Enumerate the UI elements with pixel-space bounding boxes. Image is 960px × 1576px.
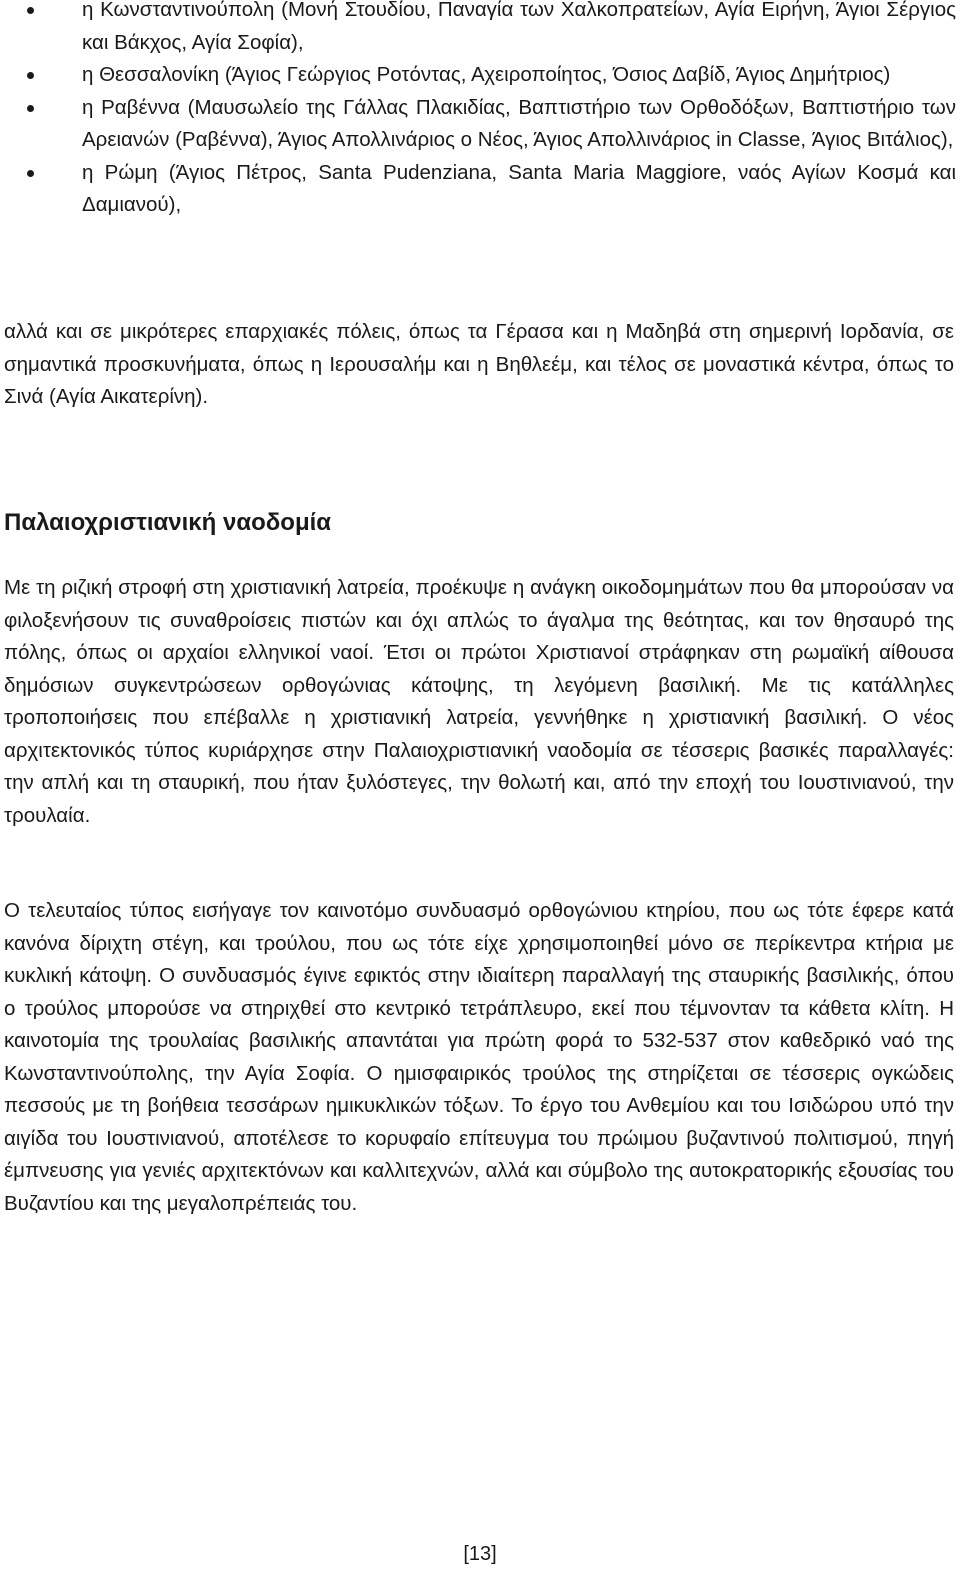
bullet-icon [27,72,34,79]
city-list [0,0,960,222]
list-item-text: η Ρώμη (Άγιος Πέτρος, Santa Pudenziana, Santa Maria Maggiore, ναός Αγίων Κοσμά και Δαμιανού), [82,160,956,216]
after-list-paragraph: αλλά και σε μικρότερες επαρχιακές πόλεις, όπως τα Γέρασα και η Μαδηβά στη σημερινή Ιορδανία, σε σημαντικά προσκυνήματα, όπως η Ιερουσαλήμ και η Βηθλεέμ, και τέλος σε μοναστικά κέντρα, όπως το Σινά (Αγία Αικατερίνη). [4,320,954,408]
section-heading: Παλαιοχριστιανική ναοδομία [4,509,332,536]
list-item-text: η Κωνσταντινούπολη (Μονή Στουδίου, Παναγία των Χαλκοπρατείων, Αγία Ειρήνη, Άγιοι Σέργιος και Βάκχος, Αγία Σοφία), [82,0,956,54]
list-item [0,92,960,157]
list-item [0,59,960,92]
list-item-text: η Ραβέννα (Μαυσωλείο της Γάλλας Πλακιδίας, Βαπτιστήριο των Ορθοδόξων, Βαπτιστήριο των Αρειανών (Ραβέννα), Άγιος Απολλινάριος ο Νέος, Άγιος Απολλινάριος in Classe, Άγιος Βιτάλιος), [82,95,956,151]
list-item [0,0,960,59]
list-item-text: η Θεσσαλονίκη (Άγιος Γεώργιος Ροτόντας, Αχειροποίητος, Όσιος Δαβίδ, Άγιος Δημήτριος) [82,63,891,86]
bullet-icon [27,170,34,177]
bullet-icon [27,7,34,14]
list-item [0,157,960,222]
body-paragraph-2: Ο τελευταίος τύπος εισήγαγε τον καινοτόμο συνδυασμό ορθογώνιου κτηρίου, που ως τότε έφερε κατά κανόνα δίριχτη στέγη, και τρούλου, που ως τότε είχε χρησιμοποιηθεί μόνο σε περίκεντρα κτήρια με κυκλική κάτοψη. Ο συνδυασμός έγινε εφικτός στην ιδιαίτερη παραλλαγή της σταυρικής βασιλικής, όπου ο τρούλος μπορούσε να στηριχθεί στο κεντρικό τετράπλευρο, εκεί που τέμνονταν τα κάθετα κλίτη. Η καινοτομία της τρουλαίας βασιλικής απαντάται για πρώτη φορά το 532-537 στον καθεδρικό ναό της Κωνσταντινούπολης, την Αγία Σοφία. Ο ημισφαιρικός τρούλος της στηρίζεται σε τέσσερις ογκώδεις πεσσούς με τη βοήθεια τεσσάρων ημικυκλικών τόξων. Το έργο του Ανθεμίου και του Ισιδώρου υπό την αιγίδα του Ιουστινιανού, αποτέλεσε το κορυφαίο επίτευγμα του πρώιμου βυζαντινού πολιτισμού, πηγή έμπνευσης για γενιές αρχιτεκτόνων και καλλιτεχνών, αλλά και σύμβολο της αυτοκρατορικής εξουσίας του Βυζαντίου και της μεγαλοπρέπειάς του. [4,899,954,1215]
body-paragraph-1: Με τη ριζική στροφή στη χριστιανική λατρεία, προέκυψε η ανάγκη οικοδομημάτων που θα μπορούσαν να φιλοξενήσουν τις συναθροίσεις πιστών και όχι απλώς το άγαλμα της θεότητας, και τον θησαυρό της πόλης, όπως οι αρχαίοι ελληνικοί ναοί. Έτσι οι πρώτοι Χριστιανοί στράφηκαν στη ρωμαϊκή αίθουσα δημόσιων συγκεντρώσεων ορθογώνιας κάτοψης, τη λεγόμενη βασιλική. Με τις κατάλληλες τροποποιήσεις που επέβαλλε η χριστιανική λατρεία, γεννήθηκε η χριστιανική βασιλική. Ο νέος αρχιτεκτονικός τύπος κυριάρχησε στην Παλαιοχριστιανική ναοδομία σε τέσσερις βασικές παραλλαγές: την απλή και τη σταυρική, που ήταν ξυλόστεγες, την θολωτή και, από την εποχή του Ιουστινιανού, την τρουλαία. [4,576,954,827]
page-number: [13] [463,1543,497,1565]
bullet-icon [27,105,34,112]
